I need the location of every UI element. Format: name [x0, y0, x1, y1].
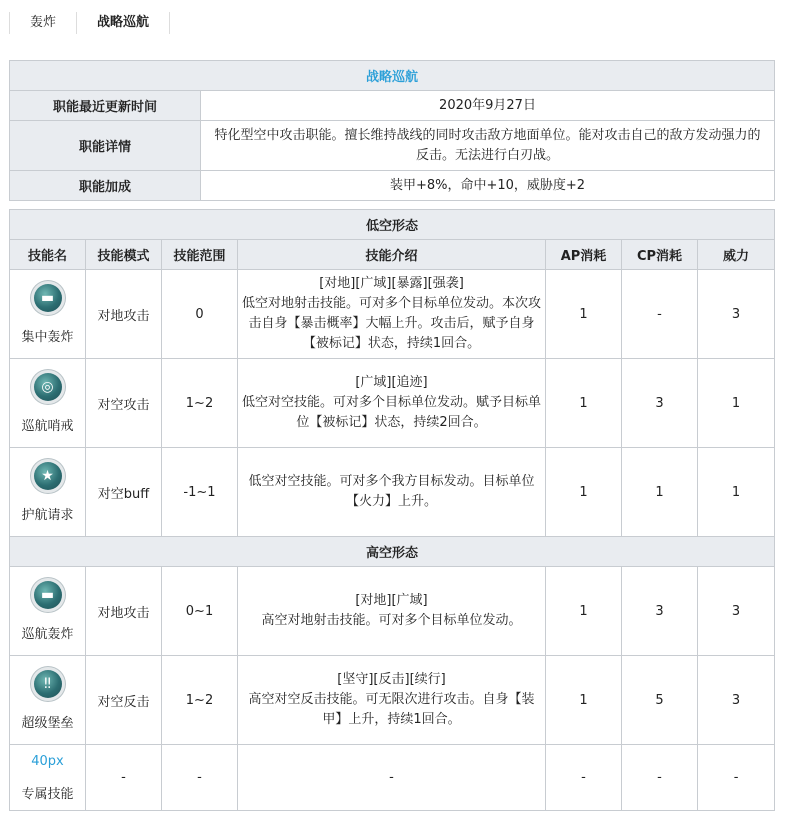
- skill-name: 巡航轰炸: [21, 626, 74, 642]
- skill-range: 0: [162, 270, 238, 359]
- skill-mode: -: [86, 745, 162, 811]
- skill-name-cell: [10, 448, 86, 537]
- role-detail-label: 职能详情: [10, 121, 201, 171]
- skill-ap: 1: [546, 448, 622, 537]
- tab-strategic-cruise[interactable]: 战略巡航: [76, 12, 170, 34]
- skill-intro: [238, 448, 546, 537]
- skill-name-cell: [10, 359, 86, 448]
- skill-intro: [238, 270, 546, 359]
- skill-intro: [238, 567, 546, 656]
- table-row: [10, 745, 775, 811]
- skill-power: 3: [698, 270, 775, 359]
- skill-ap: 1: [546, 359, 622, 448]
- skill-desc: 低空对空技能。可对多个目标单位发动。赋予目标单位【被标记】状态，持续2回合。: [242, 395, 542, 430]
- skill-mode: 对空反击: [86, 656, 162, 745]
- bomb-icon: ▬: [34, 581, 62, 609]
- skill-name: 集中轰炸: [21, 329, 74, 345]
- skill-cp: 3: [622, 567, 698, 656]
- skill-range: 0~1: [162, 567, 238, 656]
- skill-desc: 高空对地射击技能。可对多个目标单位发动。: [261, 613, 522, 628]
- skill-mode: 对地攻击: [86, 270, 162, 359]
- header-skill-range: 技能范围: [162, 240, 238, 270]
- skill-name: 专属技能: [21, 786, 74, 802]
- skill-ap: 1: [546, 270, 622, 359]
- skill-desc: 高空对空反击技能。可无限次进行攻击。自身【装甲】上升，持续1回合。: [248, 692, 535, 727]
- skill-range: 1~2: [162, 656, 238, 745]
- skill-tags: [对地][广域]: [355, 593, 428, 608]
- skill-range: 1~2: [162, 359, 238, 448]
- skill-power: 1: [698, 359, 775, 448]
- skill-ap: 1: [546, 567, 622, 656]
- skill-cp: 5: [622, 656, 698, 745]
- skill-name: 护航请求: [21, 507, 74, 523]
- skill-name-cell: [10, 270, 86, 359]
- skill-power: 1: [698, 448, 775, 537]
- skill-tags: [对地][广域][暴露][强袭]: [319, 276, 464, 291]
- skill-ap: 1: [546, 656, 622, 745]
- skill-name-cell: [10, 567, 86, 656]
- role-tabs: [9, 12, 170, 34]
- role-bonus-label: 职能加成: [10, 171, 201, 201]
- skill-mode: 对地攻击: [86, 567, 162, 656]
- header-ap-cost: AP消耗: [546, 240, 622, 270]
- skill-cp: 3: [622, 359, 698, 448]
- skill-mode: 对空攻击: [86, 359, 162, 448]
- fortress-icon: ‼: [34, 670, 62, 698]
- high-altitude-section: 高空形态: [10, 537, 775, 567]
- skill-range: -1~1: [162, 448, 238, 537]
- skill-desc: 低空对地射击技能。可对多个目标单位发动。本次攻击自身【暴击概率】大幅上升。攻击后，赋予自身【被标记】状态，持续1回合。: [242, 296, 542, 351]
- update-time-label: 职能最近更新时间: [10, 91, 201, 121]
- update-time-value: 2020年9月27日: [201, 91, 775, 121]
- table-row: [10, 270, 775, 359]
- skill-name: 巡航哨戒: [21, 418, 74, 434]
- header-skill-mode: 技能模式: [86, 240, 162, 270]
- header-power: 威力: [698, 240, 775, 270]
- skill-tags: [坚守][反击][续行]: [337, 672, 446, 687]
- skill-tags: [广域][追迹]: [355, 375, 428, 390]
- exclusive-skill-image-link[interactable]: 40px: [31, 753, 64, 769]
- header-cp-cost: CP消耗: [622, 240, 698, 270]
- skill-intro: -: [238, 745, 546, 811]
- skill-range: -: [162, 745, 238, 811]
- skill-power: 3: [698, 567, 775, 656]
- escort-icon: ★: [34, 462, 62, 490]
- skill-name: 超级堡垒: [21, 715, 74, 731]
- skill-cp: -: [622, 270, 698, 359]
- skill-name-cell: [10, 656, 86, 745]
- skill-power: -: [698, 745, 775, 811]
- skill-mode: 对空buff: [86, 448, 162, 537]
- role-detail-value: 特化型空中攻击职能。擅长维持战线的同时攻击敌方地面单位。能对攻击自己的敌方发动强力的反击。无法进行白刃战。: [201, 121, 775, 171]
- low-altitude-section: 低空形态: [10, 210, 775, 240]
- header-skill-name: 技能名: [10, 240, 86, 270]
- skill-power: 3: [698, 656, 775, 745]
- exclusive-skill-cell: [10, 745, 86, 811]
- table-row: [10, 359, 775, 448]
- table-row: [10, 567, 775, 656]
- role-title: 战略巡航: [10, 61, 775, 91]
- skill-desc: 低空对空技能。可对多个我方目标发动。目标单位【火力】上升。: [248, 474, 535, 509]
- tab-bombing[interactable]: 轰炸: [9, 12, 76, 34]
- header-skill-intro: 技能介绍: [238, 240, 546, 270]
- skills-table: [9, 209, 775, 811]
- skill-intro: [238, 656, 546, 745]
- table-row: [10, 656, 775, 745]
- skill-cp: -: [622, 745, 698, 811]
- role-info-table: [9, 60, 775, 201]
- skill-ap: -: [546, 745, 622, 811]
- patrol-icon: ◎: [34, 373, 62, 401]
- skill-cp: 1: [622, 448, 698, 537]
- bomb-icon: ▬: [34, 284, 62, 312]
- role-bonus-value: 装甲+8%，命中+10，威胁度+2: [201, 171, 775, 201]
- table-row: [10, 448, 775, 537]
- skill-intro: [238, 359, 546, 448]
